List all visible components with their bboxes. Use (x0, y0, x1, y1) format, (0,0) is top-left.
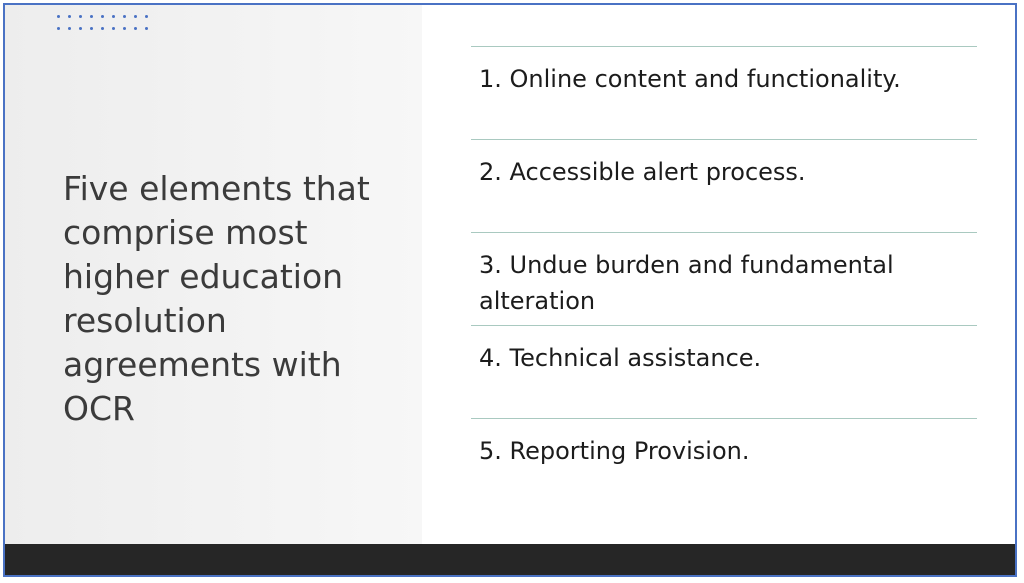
decorative-dot (123, 27, 126, 30)
list-item: 3. Undue burden and fundamental alteration (471, 232, 977, 325)
decorative-dot (101, 27, 104, 30)
decorative-dot (145, 27, 148, 30)
decorative-dot (134, 15, 137, 18)
decorative-dot (68, 15, 71, 18)
decorative-dot (145, 15, 148, 18)
decorative-dot-grid (57, 15, 157, 35)
decorative-dot (79, 27, 82, 30)
decorative-dot (134, 27, 137, 30)
bottom-bar (5, 544, 1015, 575)
left-panel (5, 5, 422, 545)
decorative-dot (123, 15, 126, 18)
decorative-dot (101, 15, 104, 18)
list-item: 1. Online content and functionality. (471, 46, 977, 139)
decorative-dot (90, 27, 93, 30)
slide (3, 3, 1017, 577)
list-item: 5. Reporting Provision. (471, 418, 977, 511)
decorative-dot (112, 15, 115, 18)
list-item: 2. Accessible alert process. (471, 139, 977, 232)
list-item: 4. Technical assistance. (471, 325, 977, 418)
decorative-dot (112, 27, 115, 30)
elements-list (471, 46, 977, 511)
decorative-dot (57, 27, 60, 30)
slide-title: Five elements that comprise most higher education resolution agreements with OCR (63, 169, 370, 428)
decorative-dot (79, 15, 82, 18)
decorative-dot (90, 15, 93, 18)
decorative-dot (57, 15, 60, 18)
decorative-dot (68, 27, 71, 30)
